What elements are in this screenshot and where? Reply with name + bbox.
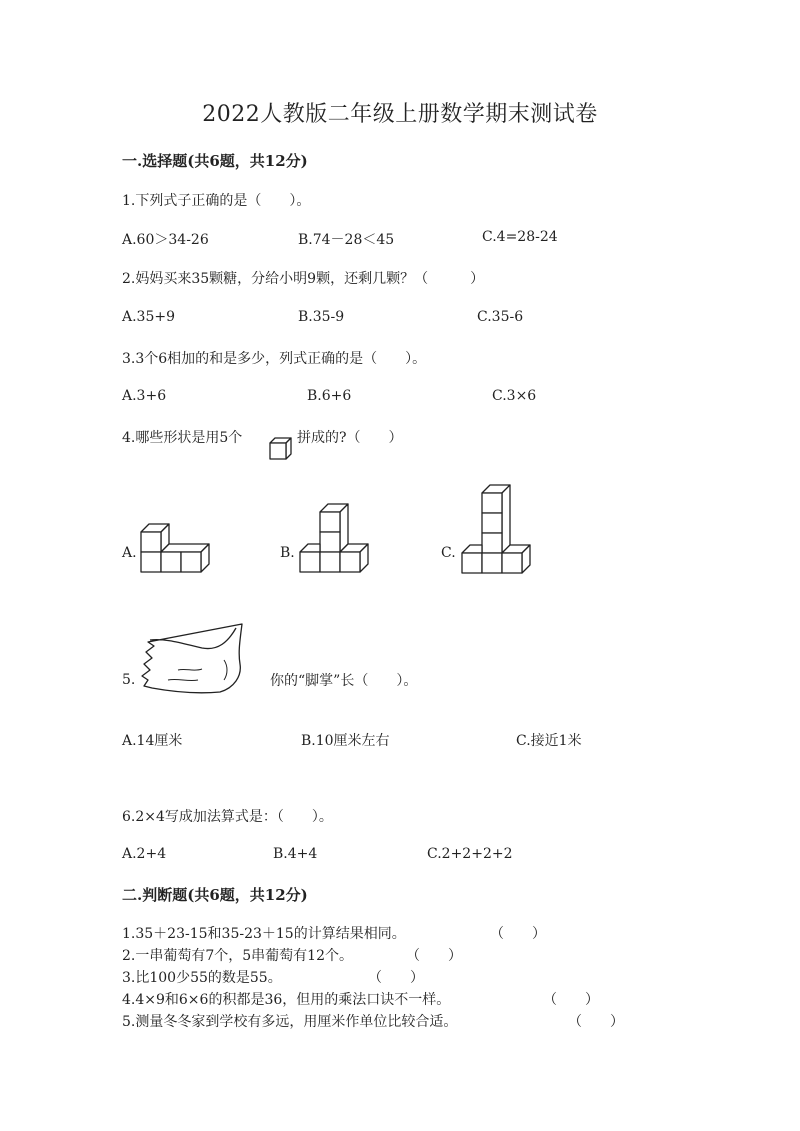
- question-4-stem-start: 4.哪些形状是用5个: [122, 430, 243, 446]
- question-4-option-c-cubes: [458, 483, 536, 581]
- judge-item-2: 2.一串葡萄有7个，5串葡萄有12个。: [122, 948, 353, 964]
- question-4-option-a-cubes: [137, 520, 215, 580]
- judge-item-1-answer[interactable]: （ ）: [490, 926, 546, 942]
- question-2-option-a[interactable]: A.35+9: [122, 309, 176, 325]
- question-5-option-c[interactable]: C.接近1米: [516, 733, 582, 749]
- judge-item-4-answer[interactable]: （ ）: [543, 992, 599, 1008]
- section-heading-choice: 一.选择题(共6题，共12分): [122, 152, 308, 170]
- question-6-option-a[interactable]: A.2+4: [122, 846, 167, 862]
- question-6-option-b[interactable]: B.4+4: [273, 846, 318, 862]
- section-heading-judgement: 二.判断题(共6题，共12分): [122, 886, 308, 904]
- judge-item-3-answer[interactable]: （ ）: [368, 970, 424, 986]
- question-1-option-c[interactable]: C.4=28-24: [482, 229, 558, 245]
- question-6-option-c[interactable]: C.2+2+2+2: [427, 846, 513, 862]
- question-4-option-a-label[interactable]: A.: [122, 545, 137, 561]
- question-3-option-b[interactable]: B.6+6: [307, 388, 352, 404]
- question-3-option-c[interactable]: C.3×6: [492, 388, 537, 404]
- question-6-stem: 6.2×4写成加法算式是：（ ）。: [122, 809, 333, 825]
- page-title: 2022人教版二年级上册数学期末测试卷: [202, 102, 598, 127]
- question-5-number: 5.: [122, 672, 136, 688]
- question-5-option-a[interactable]: A.14厘米: [122, 733, 183, 749]
- judge-item-3: 3.比100少55的数是55。: [122, 970, 282, 986]
- question-4-option-c-label[interactable]: C.: [441, 545, 456, 561]
- question-1-option-b[interactable]: B.74－28＜45: [298, 232, 395, 248]
- question-3-option-a[interactable]: A.3+6: [122, 388, 167, 404]
- question-1-stem: 1.下列式子正确的是（ ）。: [122, 193, 311, 209]
- question-5-option-b[interactable]: B.10厘米左右: [301, 733, 390, 749]
- question-2-option-b[interactable]: B.35-9: [298, 309, 345, 325]
- question-4-stem-end: 拼成的?（ ）: [297, 430, 403, 446]
- judge-item-5-answer[interactable]: （ ）: [568, 1014, 624, 1030]
- question-4-option-b-label[interactable]: B.: [280, 545, 295, 561]
- question-5-stem: 你的“脚掌”长（ ）。: [270, 673, 418, 689]
- judge-item-4: 4.4×9和6×6的积都是36，但用的乘法口诀不一样。: [122, 992, 451, 1008]
- question-2-option-c[interactable]: C.35-6: [477, 309, 524, 325]
- judge-item-1: 1.35＋23-15和35-23＋15的计算结果相同。: [122, 926, 406, 942]
- foot-drawing: [138, 622, 268, 697]
- single-cube-icon: [268, 436, 294, 462]
- judge-item-5: 5.测量冬冬家到学校有多远，用厘米作单位比较合适。: [122, 1014, 458, 1030]
- question-2-stem: 2.妈妈买来35颗糖，分给小明9颗，还剩几颗？（ ）: [122, 271, 485, 287]
- question-4-option-b-cubes: [296, 500, 374, 580]
- judge-item-2-answer[interactable]: （ ）: [406, 948, 462, 964]
- question-3-stem: 3.3个6相加的和是多少，列式正确的是（ ）。: [122, 351, 427, 367]
- question-1-option-a[interactable]: A.60＞34-26: [122, 232, 209, 248]
